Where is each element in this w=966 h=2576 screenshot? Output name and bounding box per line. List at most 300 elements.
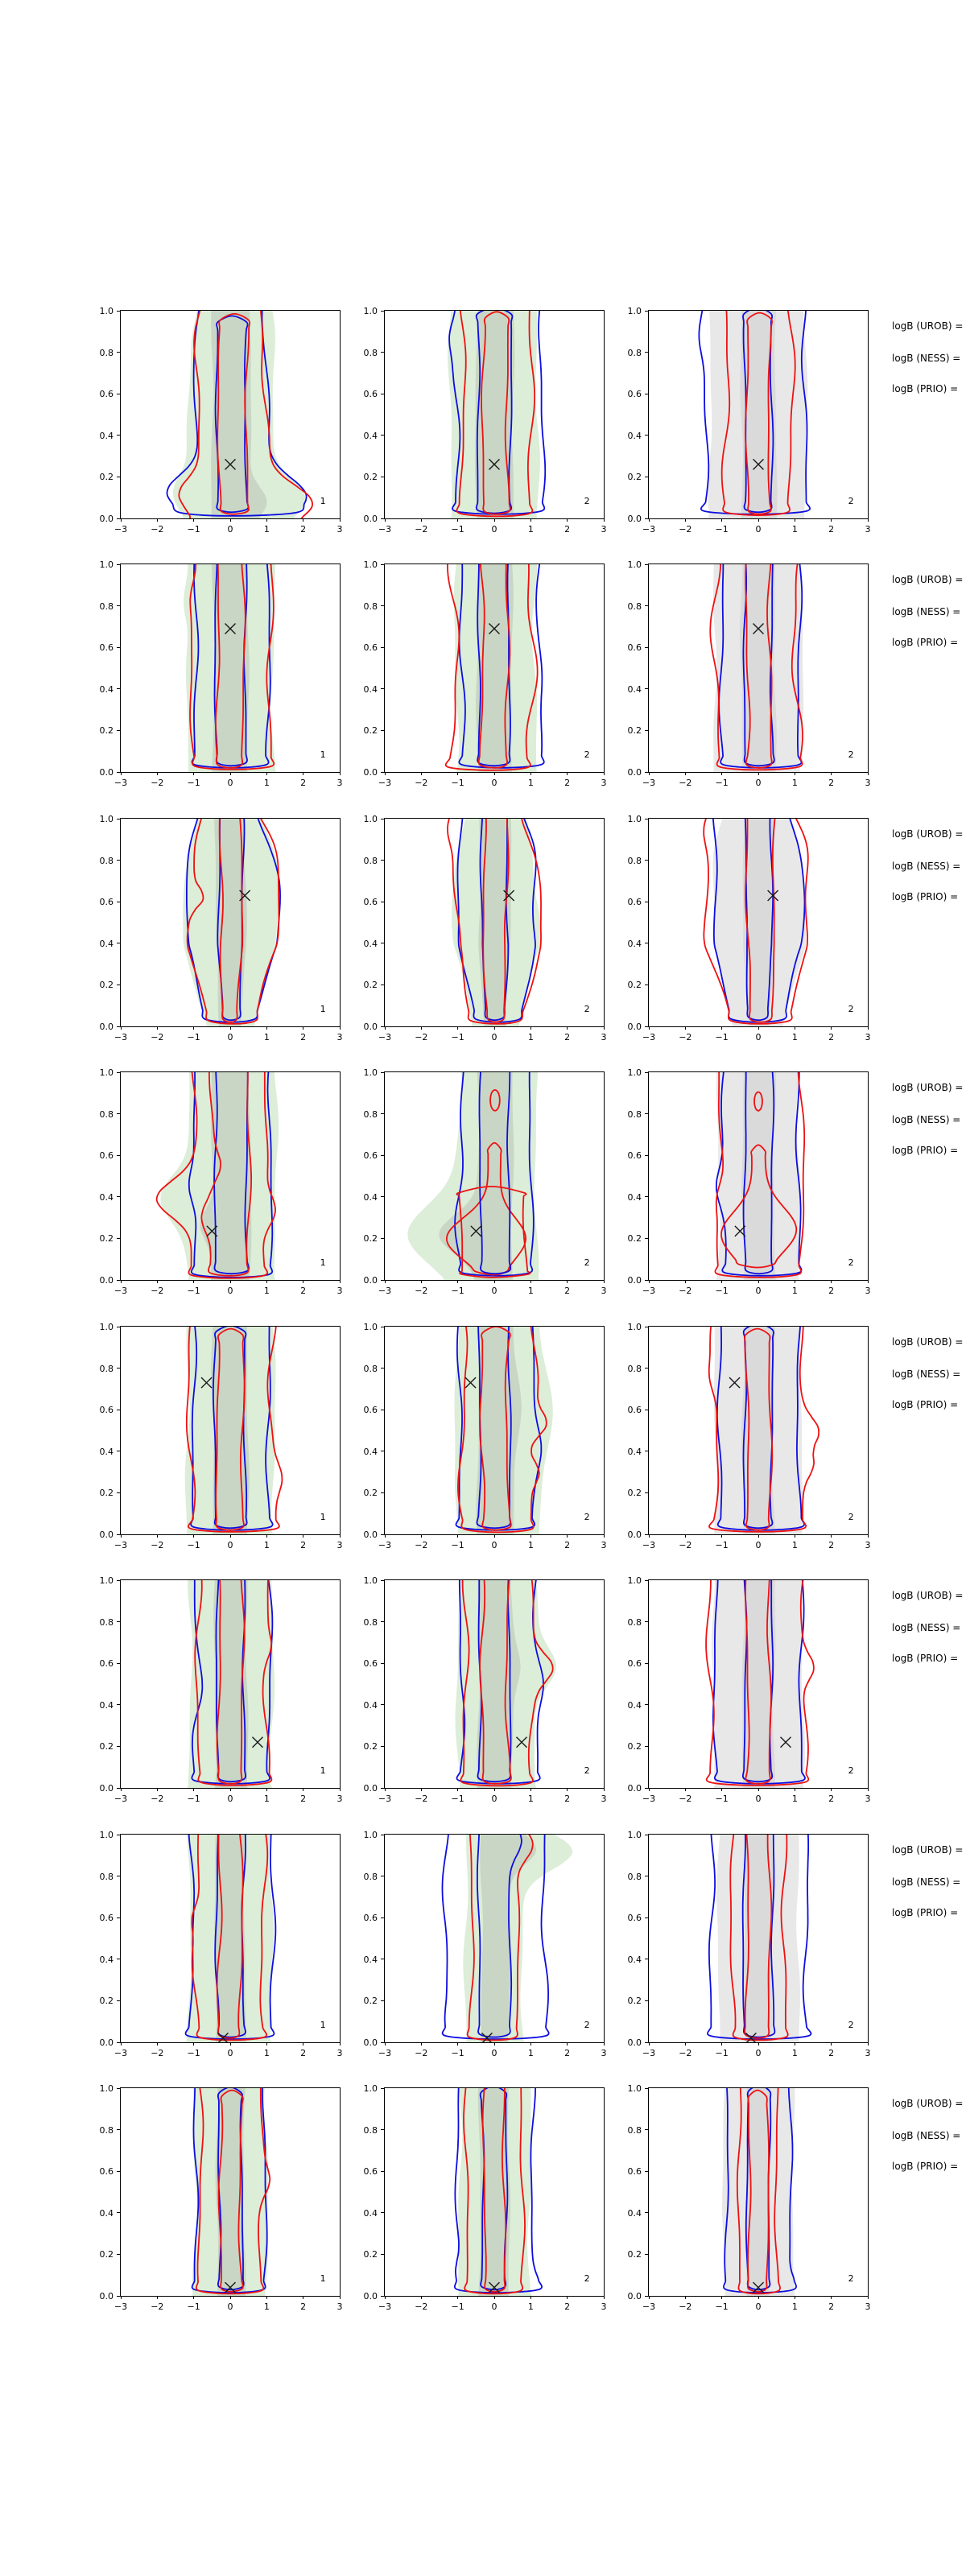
y-tick-mark: [381, 605, 384, 606]
logb-annotation: logB (PRIO) =: [892, 891, 959, 902]
x-tick-label: 3: [865, 1286, 871, 1296]
y-tick-label: 0.4: [363, 1954, 378, 1965]
x-tick-mark: [685, 1788, 686, 1791]
x-tick-label: −1: [187, 1286, 200, 1296]
y-tick-label: 0.2: [627, 472, 642, 483]
y-tick-label: 0.6: [363, 897, 378, 908]
y-tick-mark: [645, 1113, 648, 1114]
x-tick-mark: [868, 1788, 869, 1791]
x-tick-mark: [685, 1534, 686, 1538]
x-tick-mark: [494, 1788, 495, 1791]
x-tick-mark: [193, 1026, 194, 1030]
y-tick-mark: [645, 1746, 648, 1747]
subplot-r7-c1: [99, 1830, 343, 2058]
x-tick-label: −2: [151, 1540, 164, 1550]
y-tick-label: 1.0: [99, 814, 114, 824]
x-tick-label: 3: [865, 2048, 871, 2058]
x-tick-label: 1: [263, 2301, 270, 2312]
x-tick-label: −1: [451, 1286, 464, 1296]
y-tick-label: 1.0: [363, 306, 378, 316]
y-tick-mark: [117, 352, 120, 353]
x-tick-mark: [230, 2042, 231, 2046]
x-tick-mark: [230, 1534, 231, 1538]
x-tick-mark: [121, 1534, 122, 1538]
x-tick-label: 2: [564, 1540, 571, 1550]
y-tick-mark: [645, 1621, 648, 1622]
panel-number-label: 2: [848, 1512, 854, 1523]
y-tick-mark: [645, 2088, 648, 2089]
y-tick-mark: [645, 688, 648, 689]
x-tick-mark: [266, 772, 267, 775]
contour-plot: [121, 564, 340, 772]
x-tick-label: 2: [300, 778, 307, 788]
x-tick-mark: [340, 1280, 341, 1283]
y-tick-label: 0.8: [363, 855, 378, 866]
contour-plot: [649, 1580, 868, 1788]
x-tick-mark: [340, 2296, 341, 2299]
y-tick-label: 0.2: [363, 1488, 378, 1499]
x-tick-label: −2: [415, 524, 428, 535]
x-tick-mark: [721, 772, 722, 775]
logb-annotation: logB (UROB) =: [892, 320, 964, 332]
panel-number-label: 1: [320, 749, 326, 761]
contour-plot: [649, 311, 868, 518]
y-tick-label: 0.2: [99, 1741, 114, 1752]
contour-plot: [649, 1835, 868, 2042]
logb-annotation: logB (UROB) =: [892, 1336, 964, 1348]
y-tick-mark: [381, 435, 384, 436]
y-tick-label: 0.8: [363, 1108, 378, 1120]
x-tick-mark: [121, 2042, 122, 2046]
subplot-r8-c1: [99, 2083, 343, 2312]
y-tick-mark: [381, 2296, 384, 2297]
x-tick-label: 0: [755, 2301, 762, 2312]
x-tick-label: −1: [451, 778, 464, 788]
x-tick-label: 2: [300, 1794, 307, 1804]
x-tick-mark: [868, 1026, 869, 1030]
x-tick-mark: [421, 1280, 422, 1283]
x-tick-mark: [649, 1026, 650, 1030]
y-tick-mark: [117, 1113, 120, 1114]
y-tick-label: 1.0: [627, 1322, 642, 1332]
panel-number-label: 1: [320, 2273, 326, 2285]
x-tick-mark: [649, 518, 650, 522]
y-tick-mark: [117, 772, 120, 773]
x-tick-mark: [868, 772, 869, 775]
x-tick-mark: [230, 772, 231, 775]
x-tick-mark: [685, 518, 686, 522]
y-tick-label: 0.4: [627, 1699, 642, 1711]
contour-plot: [121, 1327, 340, 1534]
y-tick-label: 0.8: [99, 1108, 114, 1120]
y-tick-label: 0.6: [99, 1913, 114, 1924]
x-tick-label: 0: [755, 778, 762, 788]
y-tick-label: 0.6: [627, 1658, 642, 1670]
y-tick-label: 0.8: [363, 347, 378, 358]
y-tick-label: 1.0: [363, 559, 378, 570]
subplot-r6-c1: [99, 1575, 343, 1804]
x-tick-label: 3: [865, 1032, 871, 1042]
y-tick-mark: [381, 2129, 384, 2130]
y-tick-label: 0.4: [627, 430, 642, 441]
y-tick-label: 0.4: [99, 1954, 114, 1965]
y-tick-mark: [381, 860, 384, 861]
logb-annotation: logB (UROB) =: [892, 1844, 964, 1856]
y-tick-label: 1.0: [627, 1575, 642, 1586]
y-tick-mark: [645, 352, 648, 353]
x-tick-label: 2: [564, 778, 571, 788]
y-tick-mark: [381, 730, 384, 731]
logb-annotation: logB (PRIO) =: [892, 637, 959, 648]
y-tick-label: 0.4: [363, 1699, 378, 1711]
panel-number-label: 1: [320, 1765, 326, 1777]
x-tick-mark: [266, 518, 267, 522]
x-tick-label: −2: [415, 1032, 428, 1042]
x-tick-label: −3: [642, 1286, 656, 1296]
x-tick-label: 0: [491, 778, 497, 788]
x-tick-mark: [230, 1026, 231, 1030]
logb-annotation: logB (PRIO) =: [892, 2161, 959, 2172]
logb-annotation: logB (NESS) =: [892, 353, 961, 364]
y-tick-label: 0.4: [363, 938, 378, 949]
contour-plot: [121, 819, 340, 1026]
panel-number-label: 1: [320, 1004, 326, 1015]
x-tick-label: −3: [378, 1032, 392, 1042]
x-tick-label: −3: [378, 1794, 392, 1804]
x-tick-label: 0: [491, 2301, 497, 2312]
x-tick-mark: [457, 518, 458, 522]
contour-plot: [121, 1072, 340, 1280]
panel-number-label: 2: [584, 1257, 590, 1269]
y-tick-label: 0.2: [363, 472, 378, 483]
y-tick-mark: [117, 1238, 120, 1239]
x-tick-label: −2: [679, 2048, 692, 2058]
x-tick-label: 2: [300, 524, 307, 535]
x-tick-label: −1: [715, 1794, 729, 1804]
x-tick-mark: [758, 1534, 759, 1538]
x-tick-mark: [649, 772, 650, 775]
y-tick-label: 0.0: [363, 1530, 378, 1540]
panel-number-label: 2: [848, 1004, 854, 1015]
x-tick-label: 2: [564, 524, 571, 535]
panel-number-label: 2: [584, 1765, 590, 1777]
y-tick-label: 0.6: [99, 1150, 114, 1162]
logb-annotation: logB (PRIO) =: [892, 1653, 959, 1664]
y-tick-mark: [381, 2212, 384, 2213]
x-tick-label: 3: [601, 778, 607, 788]
contour-plot: [385, 1327, 604, 1534]
x-tick-label: −1: [451, 2048, 464, 2058]
logb-annotation: logB (UROB) =: [892, 1082, 964, 1093]
x-tick-label: 2: [564, 1794, 571, 1804]
x-tick-mark: [121, 772, 122, 775]
y-tick-label: 1.0: [363, 1575, 378, 1586]
x-tick-mark: [567, 1788, 568, 1791]
y-tick-label: 0.0: [627, 514, 642, 524]
y-tick-mark: [381, 1704, 384, 1705]
x-tick-label: 3: [336, 1540, 343, 1550]
x-tick-label: 0: [755, 1032, 762, 1042]
x-tick-label: 1: [263, 778, 270, 788]
x-tick-label: −3: [378, 1286, 392, 1296]
y-tick-mark: [117, 647, 120, 648]
y-tick-label: 0.2: [363, 2249, 378, 2260]
y-tick-mark: [381, 1621, 384, 1622]
y-tick-mark: [381, 2088, 384, 2089]
y-tick-label: 0.6: [99, 1405, 114, 1416]
subplot-r4-c3: [627, 1067, 871, 1296]
y-tick-label: 0.0: [99, 1275, 114, 1286]
contour-plot: [121, 1835, 340, 2042]
x-tick-label: 2: [300, 1286, 307, 1296]
x-tick-label: −3: [114, 1286, 128, 1296]
x-tick-label: 3: [336, 1794, 343, 1804]
x-tick-label: −2: [151, 524, 164, 535]
x-tick-mark: [831, 1788, 832, 1791]
y-tick-label: 1.0: [627, 814, 642, 824]
subplot-r4-c1: [99, 1067, 343, 1296]
x-tick-mark: [121, 1280, 122, 1283]
x-tick-label: 1: [263, 1794, 270, 1804]
x-tick-label: 1: [263, 1286, 270, 1296]
x-tick-mark: [567, 1280, 568, 1283]
subplot-r3-c2: [363, 814, 607, 1042]
x-tick-label: −3: [642, 1794, 656, 1804]
x-tick-mark: [421, 1788, 422, 1791]
x-tick-label: 1: [263, 1540, 270, 1550]
x-tick-label: −2: [679, 1794, 692, 1804]
x-tick-mark: [266, 2296, 267, 2299]
y-tick-mark: [117, 1788, 120, 1789]
y-tick-mark: [117, 1280, 120, 1281]
y-tick-mark: [117, 2171, 120, 2172]
x-tick-label: 0: [491, 524, 497, 535]
x-tick-label: 0: [227, 524, 233, 535]
x-tick-label: 1: [527, 778, 534, 788]
x-tick-mark: [831, 1026, 832, 1030]
y-tick-label: 0.0: [99, 1783, 114, 1794]
x-tick-label: 1: [527, 524, 534, 535]
x-tick-label: 3: [336, 524, 343, 535]
x-tick-label: −1: [715, 1286, 729, 1296]
y-tick-mark: [117, 2042, 120, 2043]
logb-annotation: logB (UROB) =: [892, 574, 964, 585]
x-tick-mark: [868, 518, 869, 522]
x-tick-mark: [457, 1026, 458, 1030]
subplot-r5-c2: [363, 1322, 607, 1550]
panel-number-label: 2: [848, 496, 854, 507]
y-tick-label: 0.4: [627, 1446, 642, 1457]
x-tick-mark: [193, 772, 194, 775]
x-tick-label: 2: [300, 1540, 307, 1550]
contour-plot: [649, 564, 868, 772]
x-tick-mark: [457, 2296, 458, 2299]
subplot-r8-c2: [363, 2083, 607, 2312]
panel-number-label: 2: [584, 1004, 590, 1015]
x-tick-mark: [494, 2042, 495, 2046]
y-tick-mark: [381, 311, 384, 312]
logb-annotation: logB (UROB) =: [892, 2098, 964, 2109]
x-tick-mark: [530, 1534, 531, 1538]
y-tick-label: 0.2: [99, 472, 114, 483]
x-tick-mark: [385, 2042, 386, 2046]
x-tick-label: 1: [791, 778, 798, 788]
contour-plot: [649, 2088, 868, 2296]
panel-number-label: 2: [848, 749, 854, 761]
y-tick-mark: [645, 311, 648, 312]
y-tick-label: 0.2: [363, 1741, 378, 1752]
x-tick-mark: [421, 518, 422, 522]
x-tick-mark: [831, 1534, 832, 1538]
y-tick-label: 0.2: [99, 2249, 114, 2260]
subplot-r7-c3: [627, 1830, 871, 2058]
x-tick-label: 3: [336, 778, 343, 788]
x-tick-mark: [193, 2042, 194, 2046]
subplot-r5-c1: [99, 1322, 343, 1550]
y-tick-label: 0.4: [99, 430, 114, 441]
y-tick-mark: [381, 1534, 384, 1535]
y-tick-mark: [117, 311, 120, 312]
y-tick-mark: [117, 2088, 120, 2089]
x-tick-label: −2: [679, 778, 692, 788]
x-tick-label: −3: [114, 524, 128, 535]
y-tick-mark: [645, 605, 648, 606]
y-tick-label: 0.2: [363, 1996, 378, 2007]
y-tick-label: 0.8: [99, 2124, 114, 2136]
y-tick-label: 0.2: [627, 1488, 642, 1499]
contour-plot: [385, 1580, 604, 1788]
x-tick-label: 1: [527, 1286, 534, 1296]
x-tick-label: −1: [715, 778, 729, 788]
y-tick-label: 0.8: [99, 1871, 114, 1882]
y-tick-label: 1.0: [627, 1067, 642, 1078]
y-tick-mark: [117, 860, 120, 861]
x-tick-mark: [868, 1280, 869, 1283]
x-tick-label: 0: [491, 1540, 497, 1550]
x-tick-label: 3: [865, 1794, 871, 1804]
x-tick-label: −1: [451, 1794, 464, 1804]
y-tick-label: 0.8: [627, 1616, 642, 1628]
y-tick-mark: [645, 2171, 648, 2172]
y-tick-label: 0.0: [99, 2037, 114, 2048]
y-tick-label: 1.0: [99, 1067, 114, 1078]
x-tick-mark: [193, 1280, 194, 1283]
y-tick-label: 0.8: [99, 1363, 114, 1374]
contour-plot: [649, 1327, 868, 1534]
y-tick-label: 0.2: [99, 725, 114, 737]
y-tick-mark: [645, 2000, 648, 2001]
y-tick-label: 1.0: [99, 1322, 114, 1332]
x-tick-mark: [567, 2296, 568, 2299]
x-tick-label: 3: [601, 1794, 607, 1804]
subplot-r3-c3: [627, 814, 871, 1042]
x-tick-mark: [758, 2042, 759, 2046]
x-tick-label: −2: [151, 1286, 164, 1296]
y-tick-mark: [117, 1580, 120, 1581]
x-tick-label: 1: [791, 2301, 798, 2312]
y-tick-label: 0.4: [363, 683, 378, 695]
logb-annotation: logB (PRIO) =: [892, 383, 959, 394]
x-tick-mark: [193, 1788, 194, 1791]
x-tick-mark: [157, 1788, 158, 1791]
panel-number-label: 1: [320, 1257, 326, 1269]
x-tick-mark: [604, 518, 605, 522]
y-tick-mark: [381, 1155, 384, 1156]
x-tick-label: −3: [642, 2048, 656, 2058]
contour-plot: [649, 819, 868, 1026]
x-tick-label: −1: [715, 2301, 729, 2312]
x-tick-label: 1: [527, 1032, 534, 1042]
y-tick-label: 1.0: [99, 1575, 114, 1586]
subplot-r6-c2: [363, 1575, 607, 1804]
y-tick-label: 0.4: [627, 683, 642, 695]
y-tick-label: 0.4: [363, 1191, 378, 1203]
x-tick-mark: [831, 518, 832, 522]
subplot-r3-c1: [99, 814, 343, 1042]
y-tick-label: 0.8: [363, 2124, 378, 2136]
y-tick-mark: [645, 1788, 648, 1789]
subplot-r1-c3: [627, 306, 871, 535]
x-tick-mark: [457, 772, 458, 775]
y-tick-label: 1.0: [627, 2083, 642, 2094]
x-tick-label: 2: [564, 1032, 571, 1042]
x-tick-mark: [649, 1280, 650, 1283]
contour-plot: [385, 564, 604, 772]
x-tick-mark: [685, 2042, 686, 2046]
y-tick-label: 1.0: [99, 2083, 114, 2094]
x-tick-mark: [494, 1026, 495, 1030]
y-tick-label: 0.6: [363, 1658, 378, 1670]
x-tick-label: 3: [601, 2301, 607, 2312]
x-tick-label: 2: [828, 1286, 835, 1296]
x-tick-label: −3: [642, 1032, 656, 1042]
x-tick-label: −1: [715, 2048, 729, 2058]
y-tick-label: 0.2: [627, 1233, 642, 1245]
x-tick-mark: [266, 1534, 267, 1538]
x-tick-mark: [758, 772, 759, 775]
y-tick-label: 0.8: [363, 1363, 378, 1374]
x-tick-mark: [530, 2296, 531, 2299]
y-tick-mark: [117, 1196, 120, 1197]
x-tick-label: 0: [491, 2048, 497, 2058]
x-tick-label: 1: [263, 2048, 270, 2058]
x-tick-mark: [604, 1534, 605, 1538]
y-tick-mark: [645, 1534, 648, 1535]
x-tick-label: 1: [527, 1794, 534, 1804]
y-tick-label: 0.0: [363, 514, 378, 524]
logb-annotation: logB (PRIO) =: [892, 1399, 959, 1410]
panel-number-label: 2: [848, 2273, 854, 2285]
x-tick-label: −1: [451, 1540, 464, 1550]
x-tick-label: 1: [791, 1540, 798, 1550]
y-tick-label: 0.0: [363, 1275, 378, 1286]
x-tick-label: 1: [791, 1286, 798, 1296]
x-tick-label: −3: [642, 778, 656, 788]
subplot-r2-c3: [627, 559, 871, 788]
y-tick-label: 0.0: [627, 2291, 642, 2301]
x-tick-label: 1: [791, 524, 798, 535]
y-tick-mark: [117, 2212, 120, 2213]
x-tick-label: −2: [151, 2048, 164, 2058]
x-tick-label: 0: [227, 778, 233, 788]
x-tick-label: 3: [336, 1286, 343, 1296]
y-tick-label: 0.0: [627, 2037, 642, 2048]
x-tick-mark: [340, 2042, 341, 2046]
x-tick-label: −3: [378, 2048, 392, 2058]
subplot-r8-c3: [627, 2083, 871, 2312]
y-tick-label: 0.6: [99, 389, 114, 400]
x-tick-label: −3: [642, 2301, 656, 2312]
